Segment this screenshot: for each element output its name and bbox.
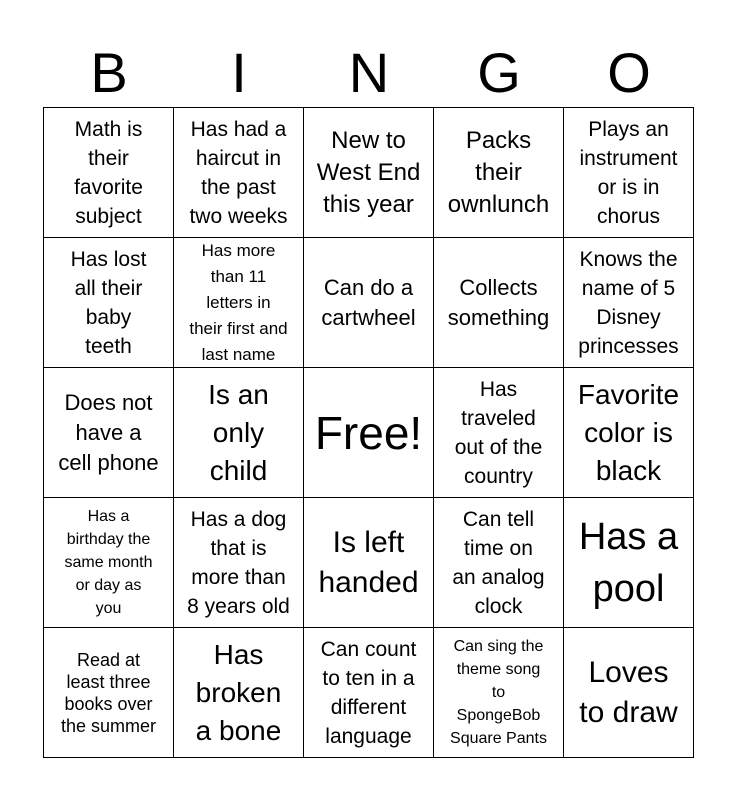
header-letter-n: N — [348, 41, 390, 104]
cell-text: Knows the name of 5 Disney princesses — [578, 247, 679, 358]
cell-text: Has traveled out of the country — [454, 377, 543, 488]
cell-text: Math is their favorite subject — [74, 117, 143, 228]
free-space-text: Free! — [314, 406, 423, 459]
bingo-cell-r1c2[interactable] — [174, 108, 304, 238]
bingo-header — [44, 40, 694, 106]
bingo-cell-r3c5[interactable] — [564, 368, 694, 498]
bingo-board — [43, 107, 694, 758]
bingo-cell-r2c5[interactable] — [564, 238, 694, 368]
bingo-cell-r3c1[interactable] — [44, 368, 174, 498]
cell-text: Is an only child — [208, 378, 269, 486]
bingo-cell-r5c1[interactable] — [44, 628, 174, 758]
cell-text: Packs their ownlunch — [447, 126, 550, 218]
cell-text: Loves to draw — [579, 655, 678, 729]
cell-text: Can sing the theme song to SpongeBob Square Pants — [450, 638, 547, 747]
header-letter-o: O — [607, 41, 651, 104]
cell-text: Can tell time on an analog clock — [452, 507, 545, 618]
bingo-cell-r2c3[interactable] — [304, 238, 434, 368]
bingo-cell-r4c4[interactable] — [434, 498, 564, 628]
cell-text: Is left handed — [318, 525, 419, 599]
cell-text: Has more than 11 letters in their first and last name — [189, 240, 288, 364]
bingo-cell-r2c2[interactable] — [174, 238, 304, 368]
bingo-cell-r2c1[interactable] — [44, 238, 174, 368]
cell-text: Has a birthday the same month or day as you — [64, 508, 153, 617]
bingo-cell-r3c4[interactable] — [434, 368, 564, 498]
cell-text: Has broken a bone — [195, 638, 282, 746]
cell-text: Plays an instrument or is in chorus — [579, 117, 678, 228]
header-letter-i: I — [231, 41, 247, 104]
cell-text: New to West End this year — [316, 126, 421, 218]
bingo-cell-r4c3[interactable] — [304, 498, 434, 628]
bingo-cell-r1c4[interactable] — [434, 108, 564, 238]
bingo-cell-r4c5[interactable] — [564, 498, 694, 628]
header-letter-b: B — [90, 41, 128, 104]
cell-text: Has lost all their baby teeth — [70, 247, 147, 358]
bingo-cell-r3c2[interactable] — [174, 368, 304, 498]
bingo-cell-r5c5[interactable] — [564, 628, 694, 758]
cell-text: Has had a haircut in the past two weeks — [189, 117, 288, 228]
bingo-cell-r4c1[interactable] — [44, 498, 174, 628]
cell-text: Can count to ten in a different language — [320, 637, 417, 748]
cell-text: Can do a cartwheel — [321, 274, 416, 330]
cell-text: Read at least three books over the summer — [60, 649, 157, 736]
bingo-cell-r1c3[interactable] — [304, 108, 434, 238]
bingo-cell-r5c4[interactable] — [434, 628, 564, 758]
bingo-cell-r1c1[interactable] — [44, 108, 174, 238]
cell-text: Collects something — [447, 274, 550, 330]
bingo-cell-r1c5[interactable] — [564, 108, 694, 238]
bingo-cell-free[interactable] — [304, 368, 434, 498]
bingo-cell-r4c2[interactable] — [174, 498, 304, 628]
bingo-cell-r2c4[interactable] — [434, 238, 564, 368]
cell-text: Has a pool — [578, 515, 679, 610]
bingo-cell-r5c3[interactable] — [304, 628, 434, 758]
cell-text: Does not have a cell phone — [58, 389, 159, 475]
header-letter-g: G — [477, 41, 521, 104]
cell-text: Has a dog that is more than 8 years old — [187, 507, 290, 618]
bingo-cell-r5c2[interactable] — [174, 628, 304, 758]
cell-text: Favorite color is black — [577, 378, 680, 486]
